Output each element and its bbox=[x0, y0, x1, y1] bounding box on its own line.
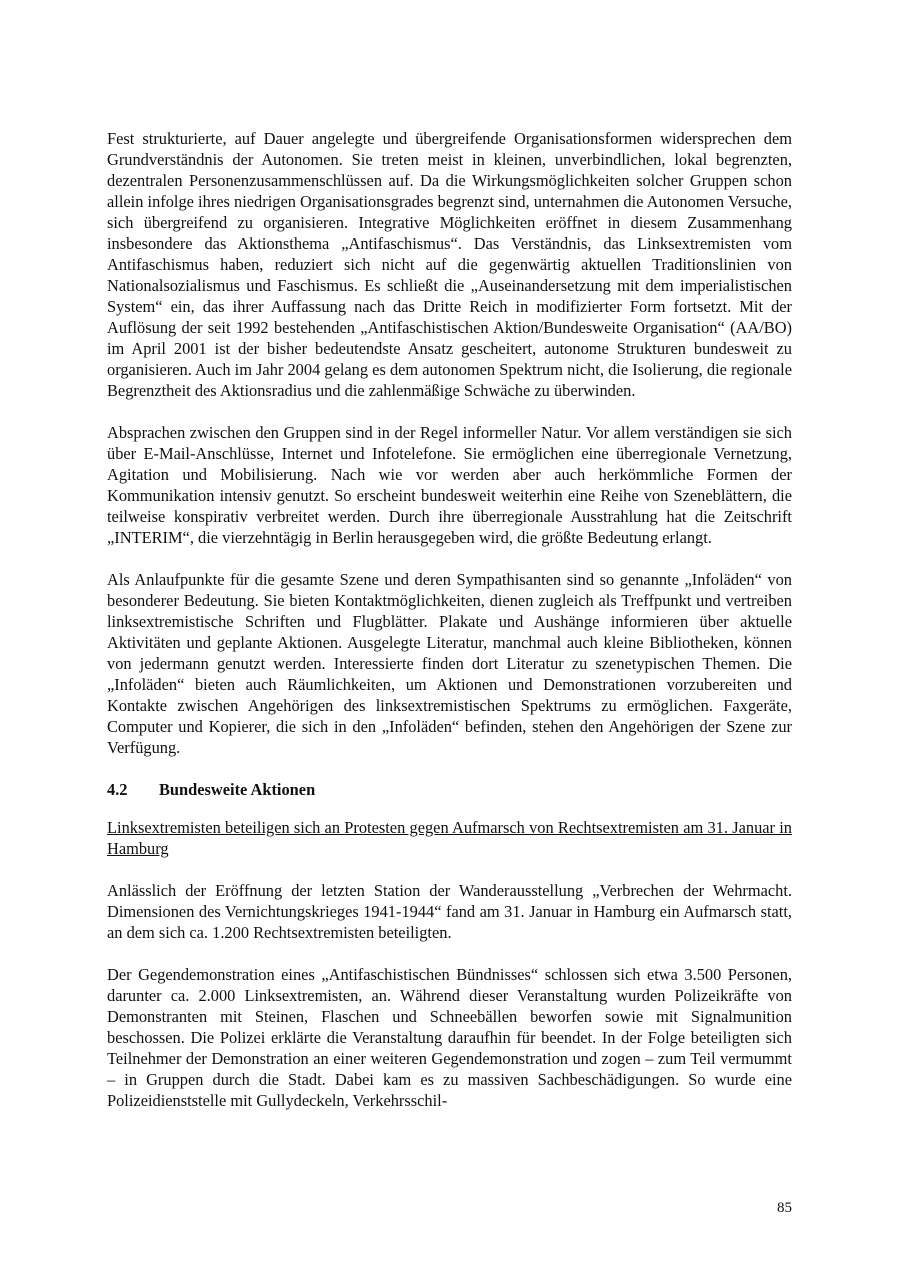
page-number: 85 bbox=[777, 1200, 792, 1216]
section-number: 4.2 bbox=[107, 780, 128, 799]
paragraph-autonome-organisation: Fest strukturierte, auf Dauer angelegte und übergreifende Organisationsformen widersprechen dem Grundverständnis der Autonomen. Sie treten meist in kleinen, unverbindlichen, lokal begrenzten, dezentralen Personenzusammenschlüssen auf. Da die Wirkungsmöglichkeiten solcher Gruppen schon allein infolge ihres niedrigen Organisationsgrades begrenzt sind, unternahmen die Autonomen Versuche, sich übergreifend zu organisieren. Integrative Möglichkeiten eröffnet in diesem Zusammenhang insbesondere das Aktionsthema „Antifaschismus“. Das Verständnis, das Linksextremisten vom Antifaschismus haben, reduziert sich nicht auf die gegenwärtig aktuellen Traditionslinien von Nationalsozialismus und Faschismus. Es schließt die „Auseinandersetzung mit dem imperialistischen System“ ein, das ihrer Auffassung nach das Dritte Reich in modifizierter Form fortsetzt. Mit der Auflösung der seit 1992 bestehenden „Antifaschistischen Aktion/Bundesweite Organisation“ (AA/BO) im April 2001 ist der bisher bedeutendste Ansatz gescheitert, autonome Strukturen bundesweit zu organisieren. Auch im Jahr 2004 gelang es dem autonomen Spektrum nicht, die Isolierung, die regionale Begrenztheit des Aktionsradius und die zahlenmäßige Schwäche zu überwinden. bbox=[107, 129, 792, 400]
paragraph-infolaeden: Als Anlaufpunkte für die gesamte Szene und deren Sympathisanten sind so genannte „Infoläden“ von besonderer Bedeutung. Sie bieten Kontaktmöglichkeiten, dienen zugleich als Treffpunkt und vertreiben linksextremistische Schriften und Flugblätter. Plakate und Aushänge informieren über aktuelle Aktivitäten und geplante Aktionen. Ausgelegte Literatur, manchmal auch kleine Bibliotheken, können von jedermann genutzt werden. Interessierte finden dort Literatur zu szenetypischen Themen. Die „Infoläden“ bieten auch Räumlichkeiten, um Aktionen und Demonstrationen vorzubereiten und Kontakte zwischen Angehörigen des linksextremistischen Spektrums zu ermöglichen. Faxgeräte, Computer und Kopierer, die sich in den „Infoläden“ befinden, stehen den Angehörigen der Szene zur Verfügung. bbox=[107, 570, 792, 757]
subsection-heading: Linksextremisten beteiligen sich an Protesten gegen Aufmarsch von Rechtsextremisten am 31. Januar in Hamburg bbox=[107, 818, 792, 858]
page-content bbox=[107, 128, 792, 1111]
section-heading bbox=[107, 779, 792, 800]
paragraph-aufmarsch: Anlässlich der Eröffnung der letzten Station der Wanderausstellung „Verbrechen der Wehrmacht. Dimensionen des Vernichtungskrieges 1941-1944“ fand am 31. Januar in Hamburg ein Aufmarsch statt, an dem sich ca. 1.200 Rechtsextremisten beteiligten. bbox=[107, 881, 792, 942]
paragraph-gegendemonstration: Der Gegendemonstration eines „Antifaschistischen Bündnisses“ schlossen sich etwa 3.500 Personen, darunter ca. 2.000 Linksextremisten, an. Während dieser Veranstaltung wurden Polizeikräfte von Demonstranten mit Steinen, Flaschen und Schneebällen beworfen sowie mit Signalmunition beschossen. Die Polizei erklärte die Veranstaltung daraufhin für beendet. In der Folge beteiligten sich Teilnehmer der Demonstration an einer weiteren Gegendemonstration und zogen – zum Teil vermummt – in Gruppen durch die Stadt. Dabei kam es zu massiven Sachbeschädigungen. So wurde eine Polizeidienststelle mit Gullydeckeln, Verkehrsschil- bbox=[107, 965, 792, 1110]
paragraph-absprachen: Absprachen zwischen den Gruppen sind in der Regel informeller Natur. Vor allem verständigen sie sich über E-Mail-Anschlüsse, Internet und Infotelefone. Sie ermöglichen eine überregionale Vernetzung, Agitation und Mobilisierung. Nach wie vor werden aber auch herkömmliche Formen der Kommunikation intensiv genutzt. So erscheint bundesweit weiterhin eine Reihe von Szeneblättern, die teilweise konspirativ verbreitet werden. Durch ihre überregionale Ausstrahlung hat die Zeitschrift „INTERIM“, die vierzehntägig in Berlin herausgegeben wird, die größte Bedeutung erlangt. bbox=[107, 423, 792, 547]
section-title: Bundesweite Aktionen bbox=[159, 780, 316, 799]
